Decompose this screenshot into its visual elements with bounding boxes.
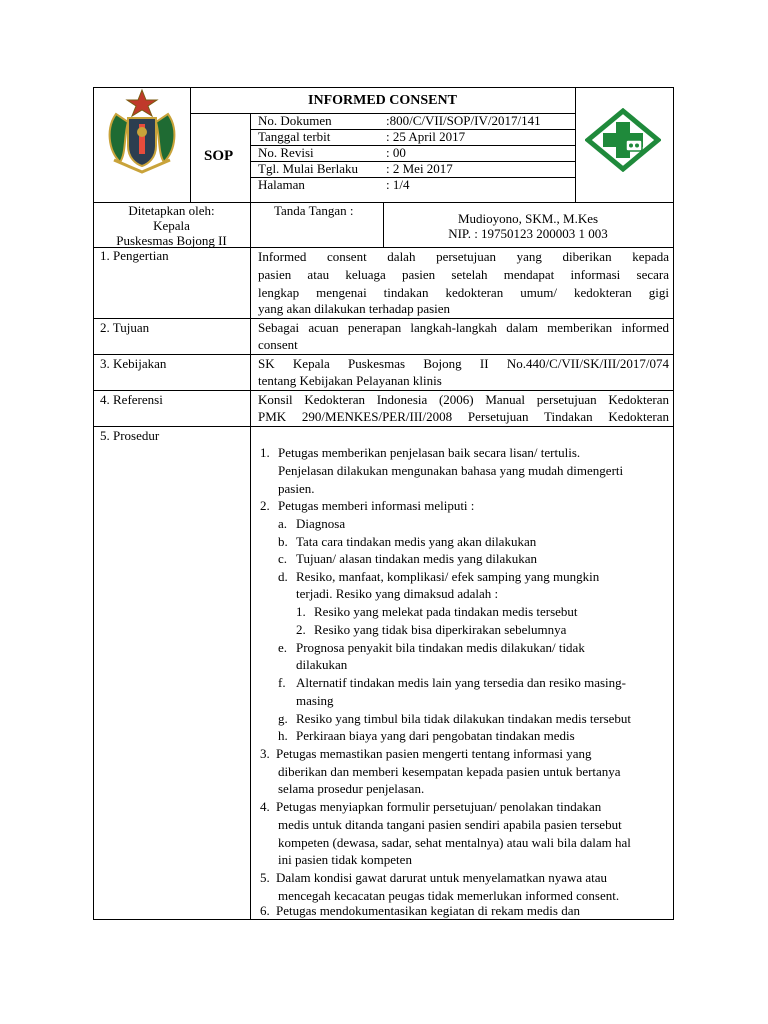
pengertian-line-4: yang akan dilakukan terhadap pasien	[258, 301, 451, 316]
prosedur-marker: 3.	[260, 746, 270, 761]
prosedur-text: Petugas menyiapkan formulir persetujuan/ penolakan tindakan	[276, 799, 602, 814]
frame-top	[93, 87, 674, 88]
prosedur-text: Tujuan/ alasan tindakan medis yang dilakukan	[296, 551, 538, 566]
prosedur-marker: 4.	[260, 799, 270, 814]
prosedur-text: Diagnosa	[296, 516, 346, 531]
section-line-1	[93, 318, 674, 319]
prosedur-text: Dalam kondisi gawat darurat untuk menyelamatkan nyawa atau	[276, 870, 608, 885]
signature-label: Tanda Tangan :	[274, 203, 354, 218]
prosedur-text: Perkiraan biaya yang dari pengobatan tindakan medis	[296, 728, 575, 743]
prosedur-text: medis untuk ditanda tangani pasien sendiri apabila pasien tersebut	[278, 817, 622, 832]
prosedur-text: Prognosa penyakit bila tindakan medis dilakukan/ tidak	[296, 640, 585, 655]
meta-label-no-revisi: No. Revisi	[258, 145, 314, 160]
meta-value-tgl-mulai: : 2 Mei 2017	[386, 161, 453, 176]
signatory-nip: NIP. : 19750123 200003 1 003	[448, 226, 608, 241]
document-title: INFORMED CONSENT	[308, 93, 457, 108]
referensi-line-1: Konsil Kedokteran Indonesia (2006) Manual persetujuan Kedokteran	[258, 392, 669, 407]
section-line-3	[93, 390, 674, 391]
meta-label-no-dokumen: No. Dokumen	[258, 113, 332, 128]
prosedur-text: terjadi. Resiko yang dimaksud adalah :	[296, 586, 499, 601]
tujuan-line-2: consent	[258, 337, 298, 352]
section-label-kebijakan: 3. Kebijakan	[100, 356, 167, 371]
pengertian-line-3: lengkap mengenai tindakan kedokteran umum/ kedokteran gigi	[258, 285, 669, 300]
header-divider-2	[250, 113, 251, 202]
prosedur-text: mencegah kecacatan peugas tidak memerlukan informed consent.	[278, 888, 620, 903]
prosedur-text: Penjelasan dilakukan mengunakan bahasa yang mudah dimengerti	[278, 463, 624, 478]
prosedur-text: diberikan dan memberi kesempatan kepada pasien untuk bertanya	[278, 764, 621, 779]
kebijakan-line-1: SK Kepala Puskesmas Bojong II No.440/C/VII/SK/III/2017/074	[258, 356, 669, 371]
referensi-line-2: PMK 290/MENKES/PER/III/2008 Persetujuan Tindakan Kedokteran	[258, 409, 669, 424]
prosedur-text: Resiko yang melekat pada tindakan medis tersebut	[314, 604, 578, 619]
section-line-2	[93, 354, 674, 355]
prosedur-marker: 1.	[260, 445, 270, 460]
pengertian-line-2: pasien atau keluaga pasien setelah mendapat informasi secara	[258, 267, 669, 282]
meta-label-tanggal-terbit: Tanggal terbit	[258, 129, 331, 144]
prosedur-text: Petugas memberi informasi meliputi :	[278, 498, 475, 513]
approval-institution: Puskesmas Bojong II	[116, 233, 227, 248]
prosedur-marker: 6.	[260, 903, 270, 918]
section-label-prosedur: 5. Prosedur	[100, 428, 160, 443]
prosedur-text: selama prosedur penjelasan.	[278, 781, 425, 796]
prosedur-marker: h.	[278, 728, 288, 743]
prosedur-text: Petugas mendokumentasikan kegiatan di rekam medis dan	[276, 903, 580, 918]
prosedur-marker: g.	[278, 711, 288, 726]
prosedur-marker: 1.	[296, 604, 306, 619]
tujuan-line-1: Sebagai acuan penerapan langkah-langkah dalam memberikan informed	[258, 320, 669, 335]
approval-label: Ditetapkan oleh:	[128, 203, 215, 218]
sop-label: SOP	[204, 148, 234, 164]
prosedur-marker: 2.	[260, 498, 270, 513]
meta-value-no-revisi: : 00	[386, 145, 406, 160]
prosedur-text: Tata cara tindakan medis yang akan dilakukan	[296, 534, 537, 549]
prosedur-text: Petugas memberikan penjelasan baik secara lisan/ tertulis.	[278, 445, 581, 460]
meta-label-halaman: Halaman	[258, 177, 305, 192]
prosedur-text: Alternatif tindakan medis lain yang tersedia dan resiko masing-	[296, 675, 626, 690]
section-divider	[250, 247, 251, 920]
prosedur-marker: a.	[278, 516, 288, 531]
pengertian-line-1: Informed consent dalah persetujuan yang diberikan kepada	[258, 249, 669, 264]
approval-position: Kepala	[153, 218, 190, 233]
regency-emblem-logo	[104, 88, 180, 176]
meta-value-tanggal-terbit: : 25 April 2017	[386, 129, 466, 144]
prosedur-text: Resiko yang timbul bila tidak dilakukan tindakan medis tersebut	[296, 711, 632, 726]
prosedur-marker: 2.	[296, 622, 306, 637]
meta-value-halaman: : 1/4	[386, 177, 410, 192]
prosedur-marker: 5.	[260, 870, 270, 885]
prosedur-marker: f.	[278, 675, 286, 690]
prosedur-text: ini pasien tidak kompeten	[278, 852, 412, 867]
section-label-tujuan: 2. Tujuan	[100, 320, 150, 335]
prosedur-text: pasien.	[278, 481, 315, 496]
meta-value-no-dokumen: :800/C/VII/SOP/IV/2017/141	[386, 113, 541, 128]
prosedur-text: dilakukan	[296, 657, 348, 672]
frame-bottom	[93, 919, 674, 920]
header-divider-3	[575, 87, 576, 202]
meta-label-tgl-mulai: Tgl. Mulai Berlaku	[258, 161, 359, 176]
puskesmas-logo	[585, 108, 661, 172]
prosedur-marker: e.	[278, 640, 288, 655]
signatory-name: Mudioyono, SKM., M.Kes	[457, 211, 599, 226]
section-label-referensi: 4. Referensi	[100, 392, 163, 407]
kebijakan-line-2: tentang Kebijakan Pelayanan klinis	[258, 373, 442, 388]
prosedur-text: kompeten (dewasa, sadar, sehat mentalnya) atau wali bila dalam hal	[278, 835, 631, 850]
prosedur-marker: d.	[278, 569, 288, 584]
prosedur-text: Resiko, manfaat, komplikasi/ efek samping yang mungkin	[296, 569, 600, 584]
prosedur-marker: b.	[278, 534, 288, 549]
prosedur-text: Resiko yang tidak bisa diperkirakan sebelumnya	[314, 622, 567, 637]
frame-right	[673, 87, 674, 920]
prosedur-marker: c.	[278, 551, 288, 566]
section-label-pengertian: 1. Pengertian	[100, 248, 169, 263]
approval-divider-1	[250, 202, 251, 247]
prosedur-text: masing	[296, 693, 334, 708]
prosedur-text: Petugas memastikan pasien mengerti tentang informasi yang	[276, 746, 592, 761]
section-line-4	[93, 426, 674, 427]
